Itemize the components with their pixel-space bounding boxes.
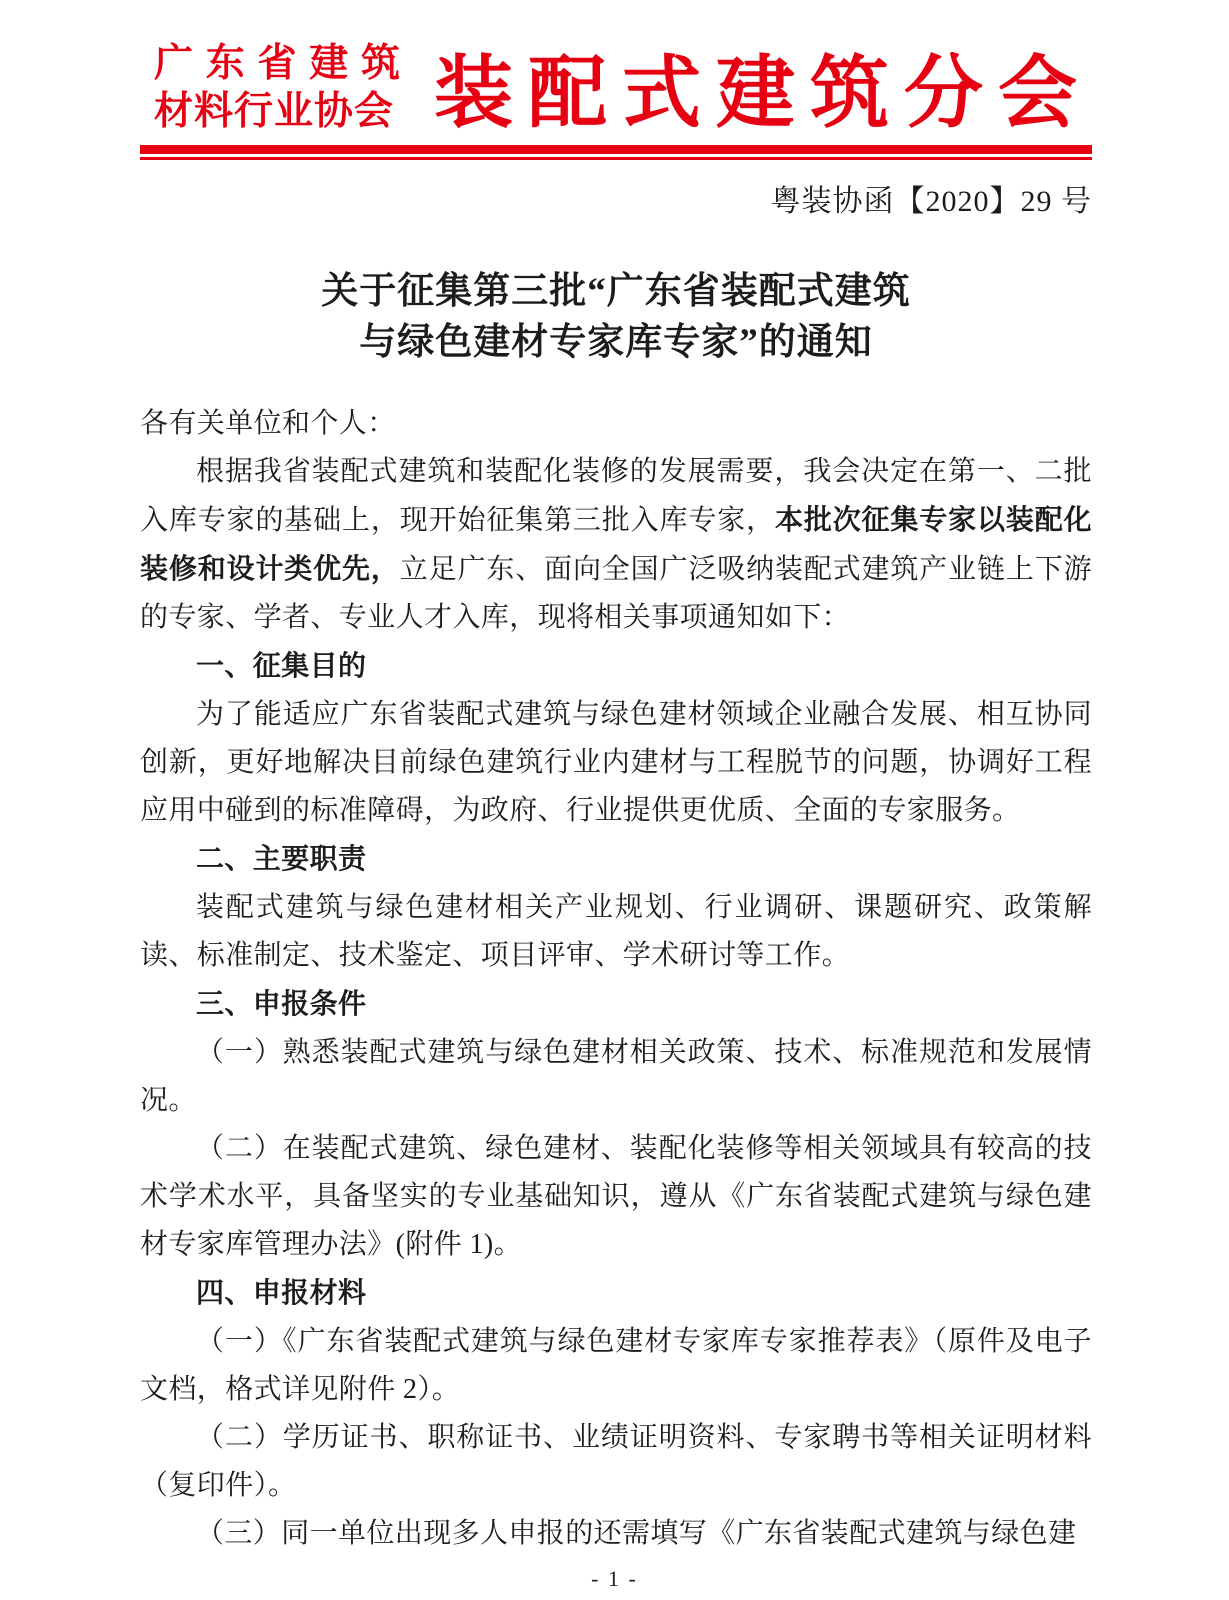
body-paragraph — [140, 884, 1092, 980]
body-paragraph — [140, 1510, 1092, 1558]
text-segment: 为了能适应广东省装配式建筑与绿色建材领域企业融合发展、相互协同创新，更好地解决目前绿色建筑行业内建材与工程脱节的问题，协调好工程应用中碰到的标准障碍，为政府、行业提供更优质、全面的专家服务。 — [140, 699, 1092, 826]
page-number: - 1 - — [591, 1566, 638, 1591]
body-paragraph — [140, 642, 1092, 691]
organization-name-line2: 材料行业协会 — [154, 90, 395, 133]
body-paragraph — [140, 400, 1092, 448]
body-paragraph — [140, 1269, 1092, 1318]
text-segment: （一）《广东省装配式建筑与绿色建材专家库专家推荐表》（原件及电子文档，格式详见附件 2）。 — [140, 1326, 1092, 1405]
text-segment: （二）在装配式建筑、绿色建材、装配化装修等相关领域具有较高的技术学术水平，具备坚实的专业基础知识，遵从《广东省装配式建筑与绿色建材专家库管理办法》(附件 1)。 — [140, 1133, 1092, 1260]
document-number: 粤装协函【2020】29 号 — [770, 185, 1092, 218]
text-segment: 一、征集目的 — [196, 650, 367, 681]
text-segment: 各有关单位和个人： — [140, 408, 396, 439]
document-title — [140, 266, 1092, 368]
letterhead — [140, 40, 1092, 136]
text-segment: 立足广东、面向全国广泛吸纳装配式建筑产业链上下游的专家、学者、专业人才入库，现将相关事项通知如下： — [140, 554, 1092, 633]
body-paragraph — [140, 835, 1092, 884]
text-segment: 四、申报材料 — [196, 1277, 367, 1308]
text-segment: 三、申报条件 — [196, 988, 367, 1019]
text-segment: 二、主要职责 — [196, 843, 367, 874]
organization-name-line1: 广东省建筑 — [154, 42, 412, 85]
text-segment: （三）同一单位出现多人申报的还需填写《广东省装配式建筑与绿色建 — [196, 1518, 1077, 1549]
organization-name — [140, 40, 412, 136]
body-paragraph — [140, 1318, 1092, 1414]
document-title-line2: 与绿色建材专家库专家”的通知 — [359, 322, 873, 363]
document-title-line1: 关于征集第三批“广东省装配式建筑 — [321, 271, 911, 312]
letterhead-divider — [140, 145, 1092, 160]
document-body — [140, 400, 1092, 1558]
text-segment: （一）熟悉装配式建筑与绿色建材相关政策、技术、标准规范和发展情况。 — [140, 1037, 1092, 1116]
body-paragraph — [140, 691, 1092, 835]
body-paragraph — [140, 980, 1092, 1029]
body-paragraph — [140, 1125, 1092, 1269]
text-segment: （二）学历证书、职称证书、业绩证明资料、专家聘书等相关证明材料（复印件）。 — [140, 1422, 1092, 1501]
body-paragraph — [140, 1414, 1092, 1510]
body-paragraph — [140, 448, 1092, 642]
text-segment: 装配式建筑与绿色建材相关产业规划、行业调研、课题研究、政策解读、标准制定、技术鉴定、项目评审、学术研讨等工作。 — [140, 892, 1092, 971]
branch-title: 装配式建筑分会 — [434, 50, 1092, 136]
body-paragraph — [140, 1029, 1092, 1125]
text-segment: 根据我省装配式建筑和装配化装修的发展需要，我会决定在第一、二批入库专家的基础上，现开始征集第三批入库专家， — [140, 456, 1092, 536]
text-segment: 本批次征集专家以装配化装修和设计类优先， — [140, 504, 1092, 584]
